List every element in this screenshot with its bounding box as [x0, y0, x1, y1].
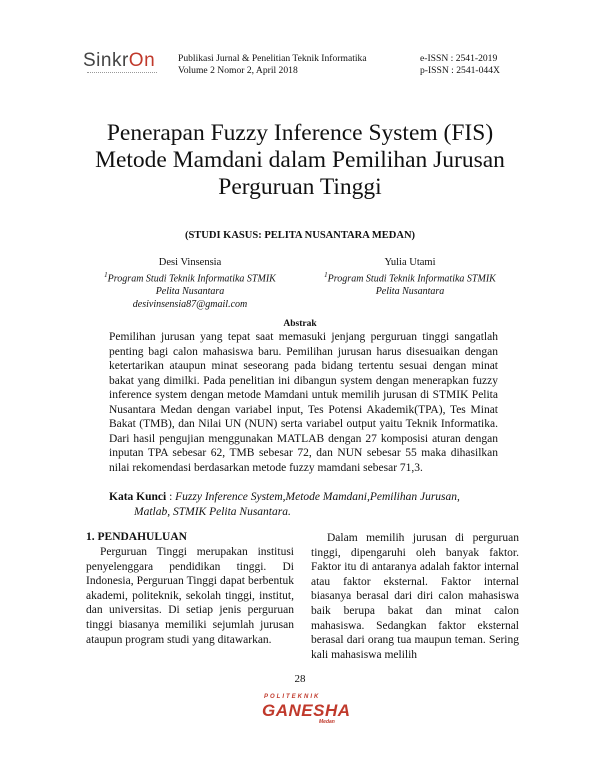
journal-volume: Volume 2 Nomor 2, April 2018	[178, 65, 298, 76]
author-affiliation-2: Pelita Nusantara	[155, 286, 225, 298]
column-left-text: Perguruan Tinggi merupakan institusi penyelenggara pendidikan tinggi. Di Indonesia, Perguruan Tinggi dapat berbentuk akademi, politeknik, sekolah tinggi, institut, dan universitas. Di setiap jenis perguruan tinggi biasanya memiliki sejumlah jurusan ataupun program studi yang ditawarkan.	[86, 546, 294, 646]
abstract-heading: Abstrak	[283, 319, 317, 329]
page-number: 28	[294, 673, 306, 685]
pissn: p-ISSN : 2541-044X	[420, 65, 500, 76]
author-affiliation	[310, 269, 510, 285]
keywords-label: Kata Kunci	[109, 491, 167, 503]
author-affiliation-2: Pelita Nusantara	[375, 286, 445, 298]
issn-info	[420, 53, 500, 77]
footer-logo-bottom: Medan	[319, 719, 335, 725]
section-heading: 1. PENDAHULUAN	[86, 531, 187, 543]
aff-sup: 1	[104, 271, 108, 279]
author-email: desivinsensia87@gmail.com	[132, 299, 248, 311]
paper-subtitle: (STUDI KASUS: PELITA NUSANTARA MEDAN)	[184, 230, 416, 241]
aff-sup: 1	[324, 271, 328, 279]
author-affiliation	[90, 269, 290, 285]
logo-text-a: Sinkr	[83, 50, 129, 71]
journal-logo	[83, 50, 155, 72]
logo-text-b: On	[128, 50, 156, 71]
keywords-line-2: Matlab, STMIK Pelita Nusantara.	[134, 505, 291, 518]
author-name: Desi Vinsensia	[158, 257, 222, 268]
logo-underline	[87, 72, 157, 75]
eissn: e-ISSN : 2541-2019	[420, 53, 498, 64]
keywords	[109, 490, 509, 519]
author-2	[310, 256, 510, 298]
keywords-line-1: Fuzzy Inference System,Metode Mamdani,Pemilihan Jurusan,	[175, 491, 460, 503]
footer-logo-main: GANESHA	[262, 701, 351, 720]
title-line-1: Penerapan Fuzzy Inference System (FIS)	[106, 120, 494, 146]
keywords-sep: :	[166, 491, 176, 503]
aff-line-1: Program Studi Teknik Informatika STMIK	[327, 273, 496, 285]
aff-line-1: Program Studi Teknik Informatika STMIK	[107, 273, 276, 285]
footer-logo-top: POLITEKNIK	[264, 694, 321, 700]
paper-title	[60, 120, 540, 201]
title-line-2: Metode Mamdani dalam Pemilihan Jurusan	[95, 147, 505, 173]
journal-name: Publikasi Jurnal & Penelitian Teknik Informatika	[178, 53, 367, 64]
journal-info	[178, 53, 367, 77]
column-right-text: Dalam memilih jurusan di perguruan tinggi, dipengaruhi oleh banyak faktor. Faktor itu di antaranya adalah faktor internal atau faktor eksternal. Faktor internal biasanya berasal dari diri calon mahasiswa baik berupa bakat dan minat calon mahasiswa. Sedangkan faktor eksternal berasal dari orang tua maupun teman. Sering kali mahasiswa melilih	[311, 532, 519, 661]
abstract-text: Pemilihan jurusan yang tepat saat memasuki jenjang perguruan tinggi sangatlah penting bagi calon mahasiswa baru. Pemilihan jurusan harus disesuaikan dengan ketertarikan ataupun minat seseorang pada bidang tertentu sesuai dengan minat bakat yang dimilki. Pada penelitian ini dibangun system dengan menerapkan fuzzy inference system dengan metode Mamdani untuk memilih jurusan di STMIK Pelita Nusantara Medan dengan variabel input, Tes Potensi Akademik(TPA), Tes Minat Bakat (TMB), dan Nilai UN (NUN) serta variabel output yaitu Teknik Informatika. Dari hasil pengujian menggunakan MATLAB dengan 27 komposisi aturan dengan inputan TPA sebesar 62, TMB sebesar 72, dan NUN sebesar 55 maka dihasilkan nilai rekomendasi berdasarkan metode fuzzy mamdani sebesar 71,3.	[109, 331, 498, 474]
author-1	[90, 256, 290, 311]
author-name: Yulia Utami	[384, 257, 436, 268]
title-line-3: Perguruan Tinggi	[218, 174, 382, 200]
